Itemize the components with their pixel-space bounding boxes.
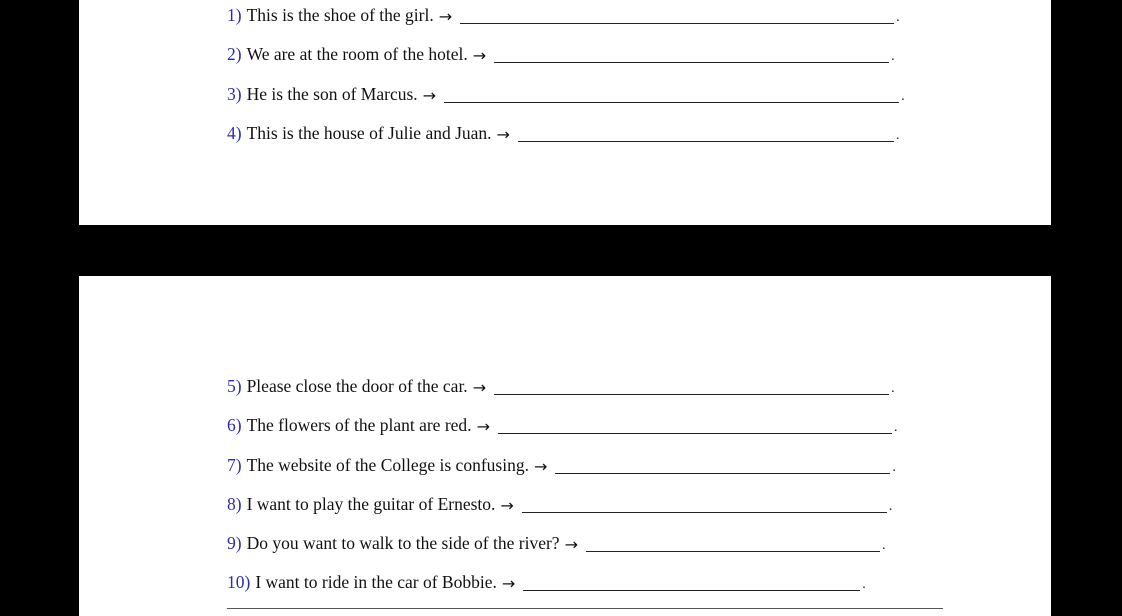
- arrow-icon: →: [500, 496, 514, 515]
- arrow-icon: →: [496, 125, 510, 144]
- exercise-item: [227, 491, 892, 515]
- arrow-icon: →: [564, 535, 578, 554]
- arrow-icon: →: [476, 417, 490, 436]
- sentence-period: .: [895, 128, 900, 143]
- answer-blank[interactable]: [523, 572, 860, 591]
- exercise-sentence: I want to play the guitar of Ernesto.: [246, 494, 496, 514]
- answer-blank[interactable]: [522, 494, 887, 513]
- exercise-sentence: We are at the room of the hotel.: [246, 44, 468, 64]
- sentence-period: .: [901, 89, 905, 104]
- answer-blank[interactable]: [518, 123, 894, 142]
- exercise-sentence: He is the son of Marcus.: [246, 84, 418, 104]
- exercise-sentence: Please close the door of the car.: [246, 376, 468, 396]
- arrow-icon: →: [422, 86, 437, 105]
- exercise-sentence: This is the shoe of the girl.: [246, 5, 434, 25]
- exercise-number: 5): [227, 376, 242, 396]
- exercise-sentence: The website of the College is confusing.: [246, 455, 529, 475]
- exercise-number: 7): [227, 455, 242, 475]
- sentence-period: .: [891, 49, 895, 64]
- sentence-period: .: [892, 460, 896, 475]
- exercise-number: 10): [227, 572, 251, 592]
- exercise-item: [227, 2, 900, 26]
- exercise-item: [227, 452, 896, 476]
- exercise-number: 2): [227, 44, 242, 64]
- exercise-sentence: This is the house of Julie and Juan.: [246, 123, 492, 143]
- worksheet-page-bottom: [79, 276, 1051, 616]
- exercise-number: 6): [227, 415, 242, 435]
- answer-blank[interactable]: [444, 84, 899, 103]
- answer-blank[interactable]: [494, 376, 889, 395]
- answer-blank[interactable]: [460, 5, 894, 24]
- sentence-period: .: [881, 538, 886, 553]
- answer-blank[interactable]: [498, 415, 892, 434]
- exercise-item: [227, 41, 895, 65]
- arrow-icon: →: [501, 574, 516, 593]
- arrow-icon: →: [472, 378, 487, 397]
- answer-blank[interactable]: [555, 455, 890, 474]
- exercise-number: 8): [227, 494, 242, 514]
- bottom-rule: [227, 608, 943, 609]
- exercise-number: 4): [227, 123, 242, 143]
- exercise-number: 1): [227, 5, 242, 25]
- exercise-sentence: I want to ride in the car of Bobbie.: [255, 572, 497, 592]
- exercise-sentence: The flowers of the plant are red.: [246, 415, 472, 435]
- exercise-number: 3): [227, 84, 242, 104]
- sentence-period: .: [862, 577, 866, 592]
- exercise-item: [227, 120, 899, 144]
- sentence-period: .: [896, 10, 900, 25]
- exercise-item: [227, 81, 905, 105]
- sentence-period: .: [891, 381, 895, 396]
- sentence-period: .: [893, 420, 898, 435]
- exercise-item: [227, 569, 866, 593]
- worksheet-page-top: [79, 0, 1051, 225]
- exercise-item: [227, 530, 885, 554]
- exercise-sentence: Do you want to walk to the side of the river?: [246, 533, 560, 553]
- arrow-icon: →: [438, 7, 453, 26]
- arrow-icon: →: [533, 457, 548, 476]
- answer-blank[interactable]: [494, 44, 889, 63]
- sentence-period: .: [888, 499, 893, 514]
- exercise-number: 9): [227, 533, 242, 553]
- exercise-item: [227, 373, 895, 397]
- arrow-icon: →: [472, 46, 487, 65]
- answer-blank[interactable]: [586, 533, 880, 552]
- exercise-item: [227, 412, 897, 436]
